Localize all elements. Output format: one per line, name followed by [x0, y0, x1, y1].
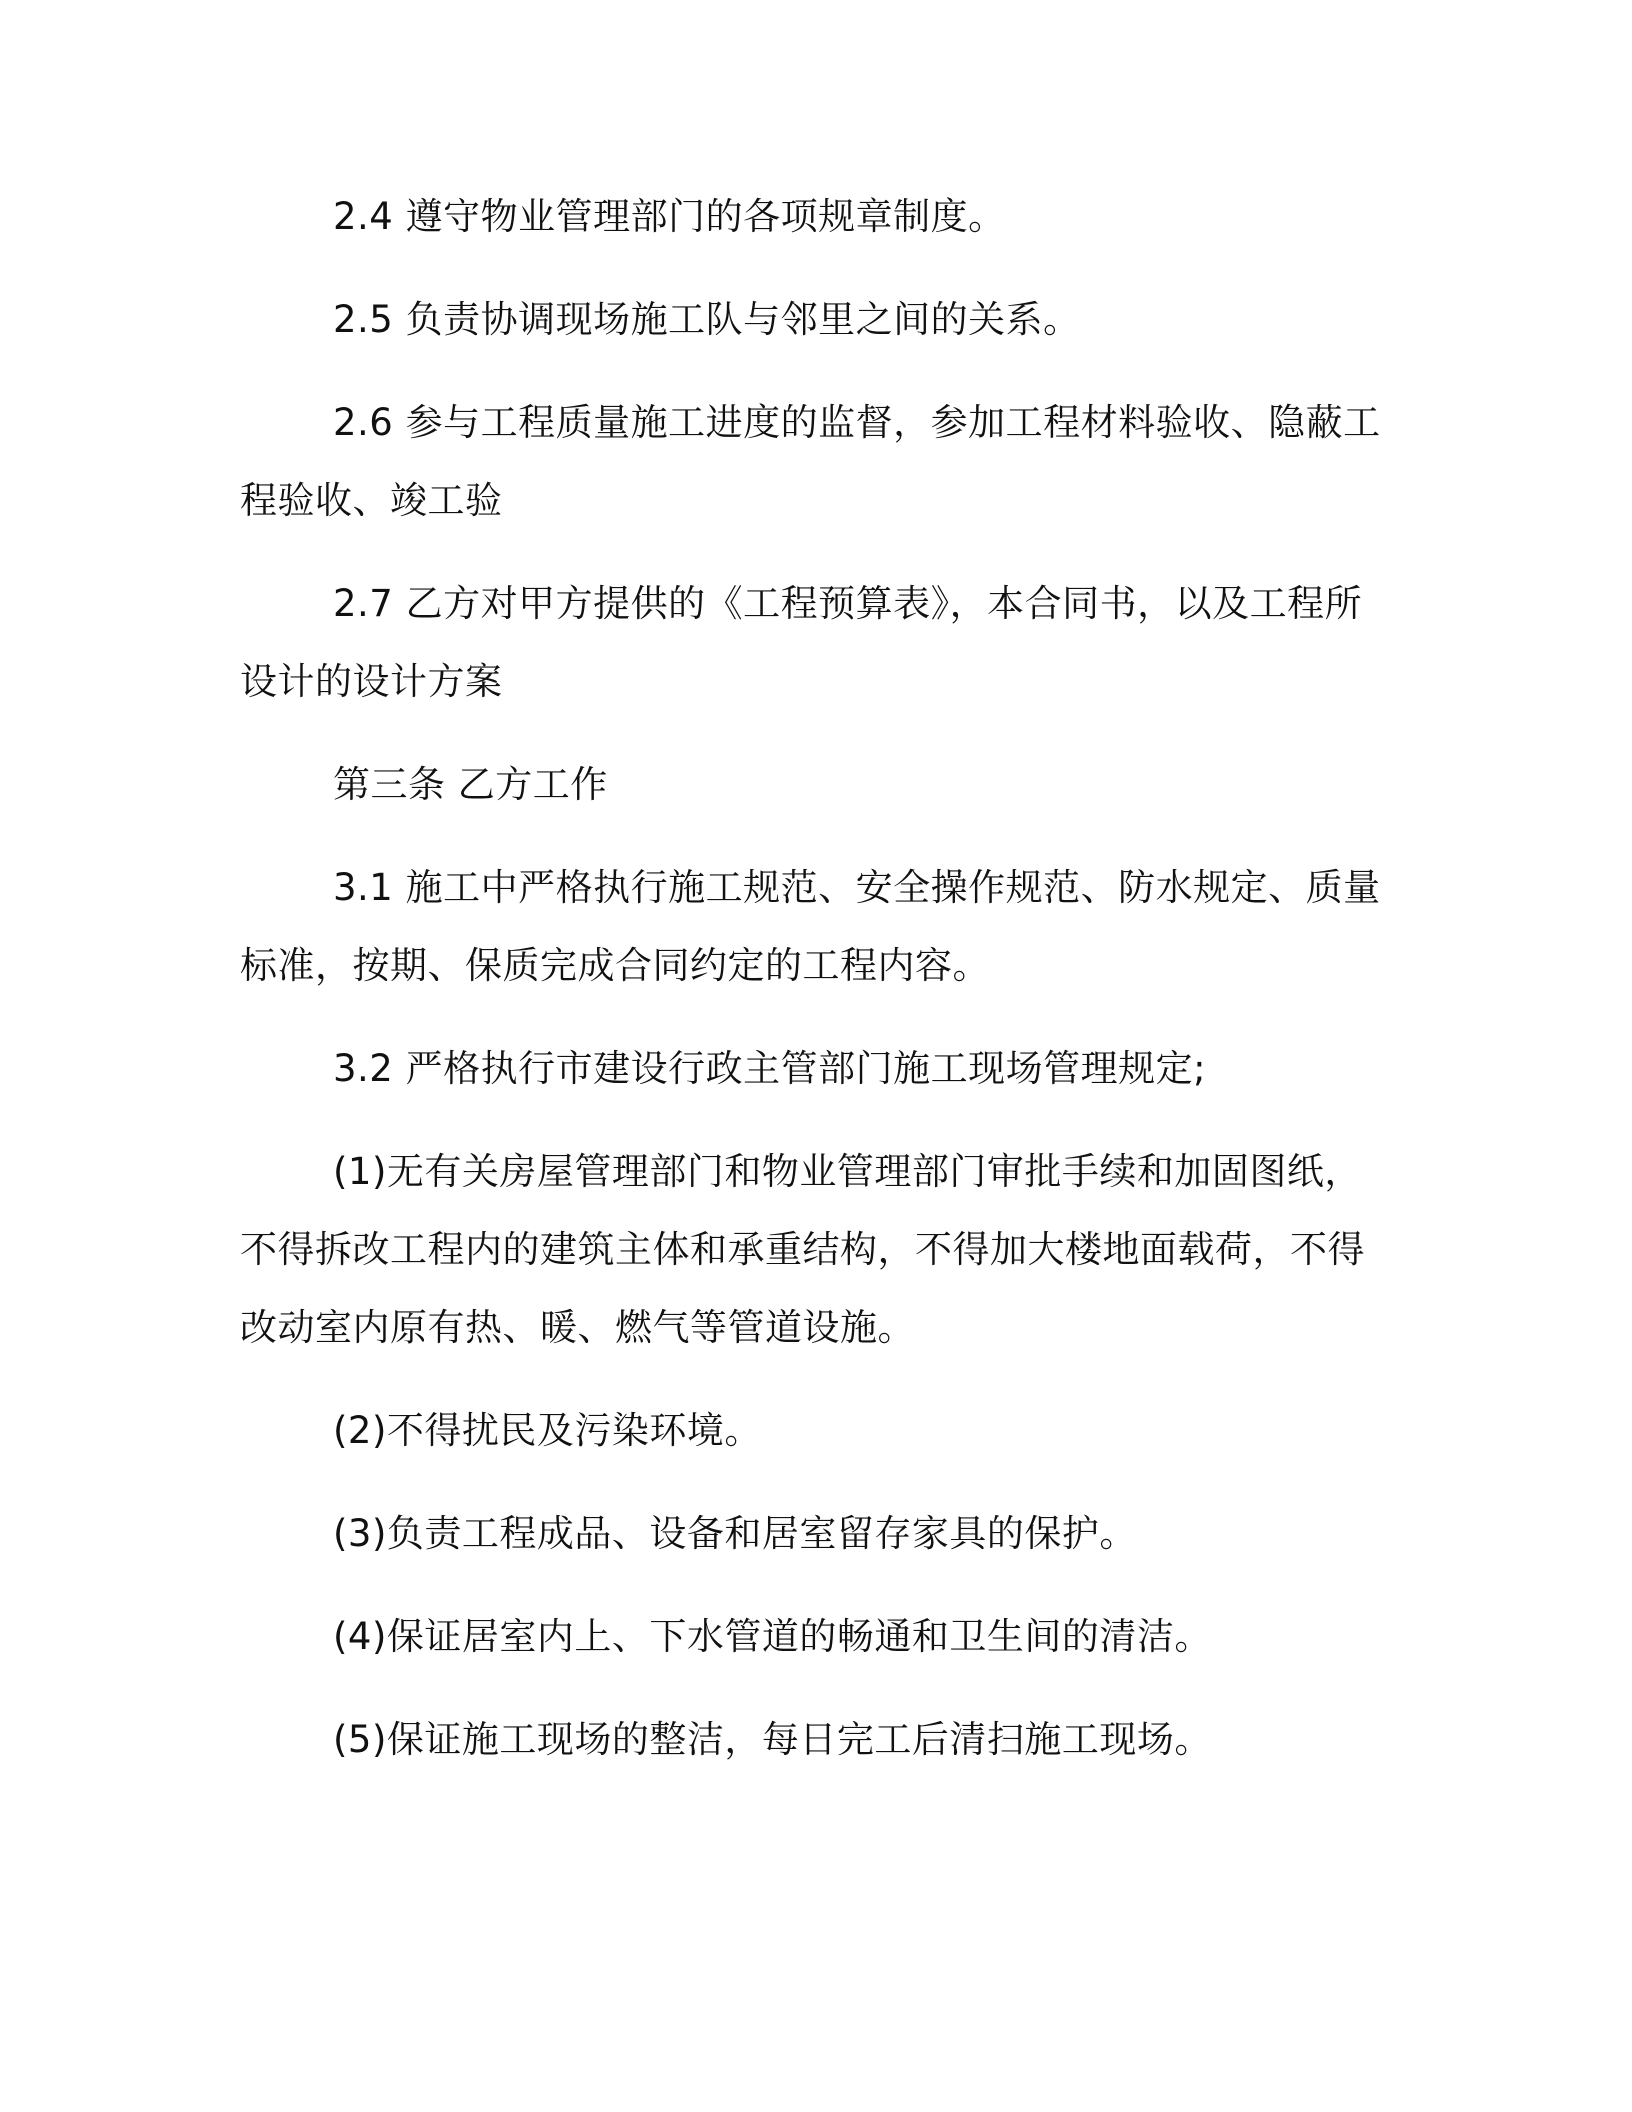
item-3: (3)负责工程成品、设备和居室留存家具的保护。 — [333, 1512, 1137, 1555]
item-1-continued-b: 改动室内原有热、暖、燃气等管道设施。 — [240, 1306, 915, 1349]
clause-2-7: 2.7 乙方对甲方提供的《工程预算表》，本合同书，以及工程所 — [333, 582, 1363, 625]
clause-2-6-continued: 程验收、竣工验 — [240, 479, 503, 522]
clause-3-1: 3.1 施工中严格执行施工规范、安全操作规范、防水规定、质量 — [333, 866, 1381, 909]
clause-2-6: 2.6 参与工程质量施工进度的监督，参加工程材料验收、隐蔽工 — [333, 401, 1381, 444]
item-1-continued-a: 不得拆改工程内的建筑主体和承重结构，不得加大楼地面载荷，不得 — [240, 1228, 1365, 1271]
item-4: (4)保证居室内上、下水管道的畅通和卫生间的清洁。 — [333, 1615, 1212, 1658]
item-5: (5)保证施工现场的整洁，每日完工后清扫施工现场。 — [333, 1718, 1212, 1761]
clause-2-7-continued: 设计的设计方案 — [240, 660, 503, 703]
item-2: (2)不得扰民及污染环境。 — [333, 1409, 762, 1452]
item-1: (1)无有关房屋管理部门和物业管理部门审批手续和加固图纸， — [333, 1150, 1362, 1193]
clause-2-4: 2.4 遵守物业管理部门的各项规章制度。 — [333, 195, 1006, 238]
article-3-heading: 第三条 乙方工作 — [333, 763, 608, 806]
clause-3-2: 3.2 严格执行市建设行政主管部门施工现场管理规定; — [333, 1047, 1207, 1090]
clause-3-1-continued: 标准，按期、保质完成合同约定的工程内容。 — [240, 944, 990, 987]
clause-2-5: 2.5 负责协调现场施工队与邻里之间的关系。 — [333, 298, 1081, 341]
